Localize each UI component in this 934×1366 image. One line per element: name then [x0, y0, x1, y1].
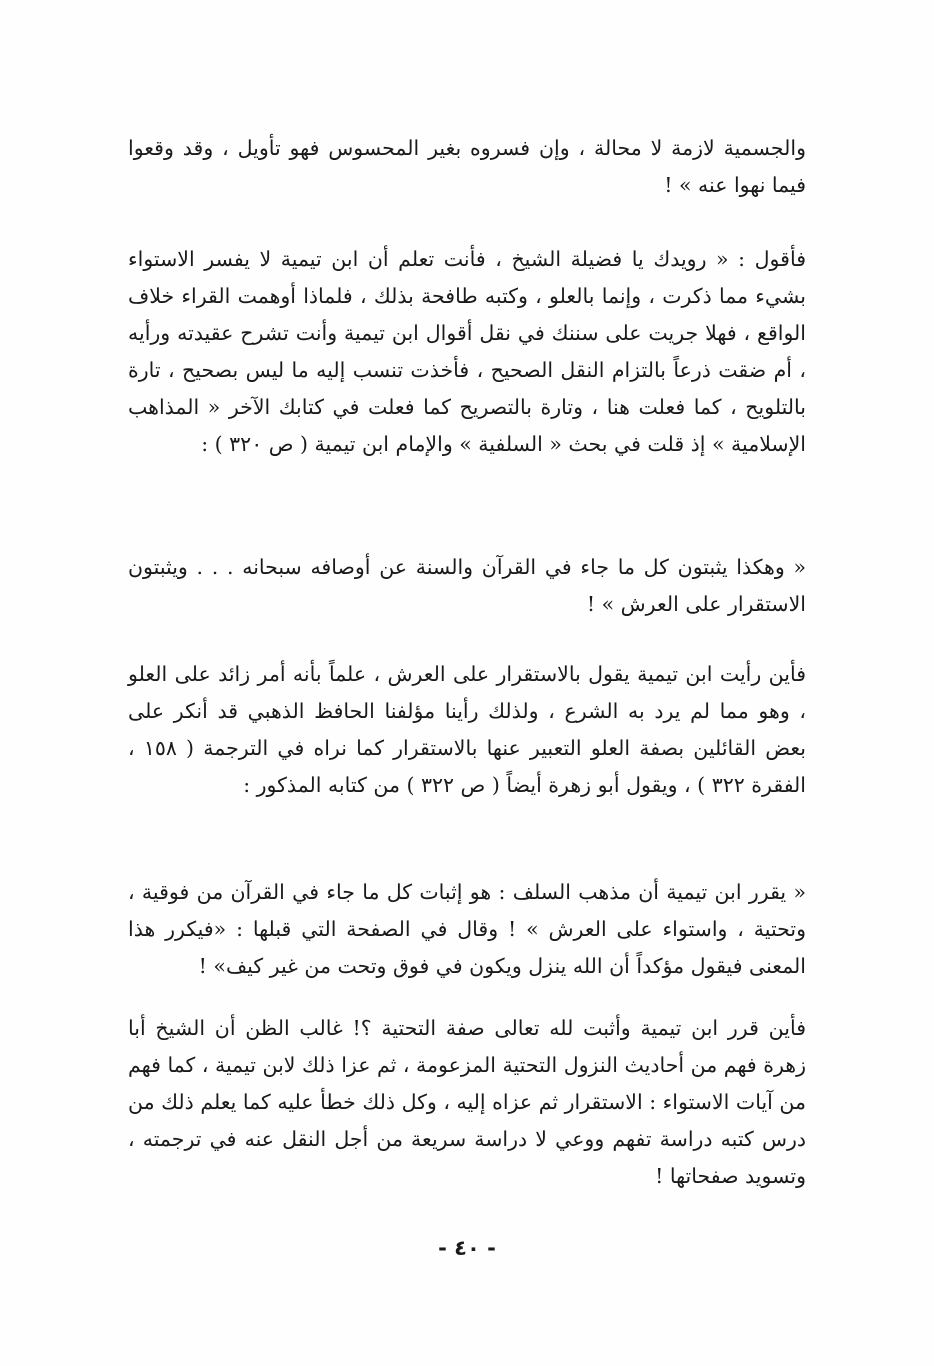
paragraph-2 [128, 241, 806, 463]
page-number: - ٤٠ - [438, 1236, 496, 1260]
paragraph-text: فأين قرر ابن تيمية وأثبت لله تعالى صفة التحتية ؟! غالب الظن أن الشيخ أبا زهرة فهم من أحاديث النزول التحتية المزعومة ، ثم عزا ذلك لابن تيمية ، كما فهم من آيات الاستواء : الاستقرار ثم عزاه إليه ، وكل ذلك خطأ عليه كما يعلم ذلك من درس كتبه دراسة تفهم ووعي لا دراسة سريعة من أجل النقل عنه في ترجمته ، وتسويد صفحاتها ! [128, 1016, 806, 1188]
paragraph-text: والجسمية لازمة لا محالة ، وإن فسروه بغير المحسوس فهو تأويل ، وقد وقعوا فيما نهوا عنه » ! [128, 136, 806, 197]
paragraph-text: فأقول : « رويدك يا فضيلة الشيخ ، فأنت تعلم أن ابن تيمية لا يفسر الاستواء بشيء مما ذكرت ، وإنما بالعلو ، وكتبه طافحة بذلك ، فلماذا أوهمت القراء خلاف الواقع ، فهلا جريت على سننك في نقل أقوال ابن تيمية وأنت تشرح عقيدته ورأيه ، أم ضقت ذرعاً بالتزام النقل الصحيح ، فأخذت تنسب إليه ما ليس بصحيح ، تارة بالتلويح ، كما فعلت هنا ، وتارة بالتصريح كما فعلت في كتابك الآخر « المذاهب الإسلامية » إذ قلت في بحث « السلفية » والإمام ابن تيمية ( ص ٣٢٠ ) : [128, 247, 806, 456]
paragraph-3-quote [128, 549, 806, 623]
paragraph-5-quote [128, 874, 806, 985]
paragraph-text: فأين رأيت ابن تيمية يقول بالاستقرار على العرش ، علماً بأنه أمر زائد على العلو ، وهو مما لم يرد به الشرع ، ولذلك رأينا مؤلفنا الحافظ الذهبي قد أنكر على بعض القائلين بصفة العلو التعبير عنها بالاستقرار كما نراه في الترجمة ( ١٥٨ ، الفقرة ٣٢٢ ) ، ويقول أبو زهرة أيضاً ( ص ٣٢٢ ) من كتابه المذكور : [128, 662, 806, 797]
paragraph-text: « يقرر ابن تيمية أن مذهب السلف : هو إثبات كل ما جاء في القرآن من فوقية ، وتحتية ، واستواء على العرش » ! وقال في الصفحة التي قبلها : «فيكرر هذا المعنى فيقول مؤكداً أن الله ينزل ويكون في فوق وتحت من غير كيف» ! [128, 880, 806, 978]
paragraph-6 [128, 1010, 806, 1195]
paragraph-1 [128, 130, 806, 204]
paragraph-text: « وهكذا يثبتون كل ما جاء في القرآن والسنة عن أوصافه سبحانه . . . ويثبتون الاستقرار على العرش » ! [128, 555, 806, 616]
paragraph-4 [128, 656, 806, 804]
